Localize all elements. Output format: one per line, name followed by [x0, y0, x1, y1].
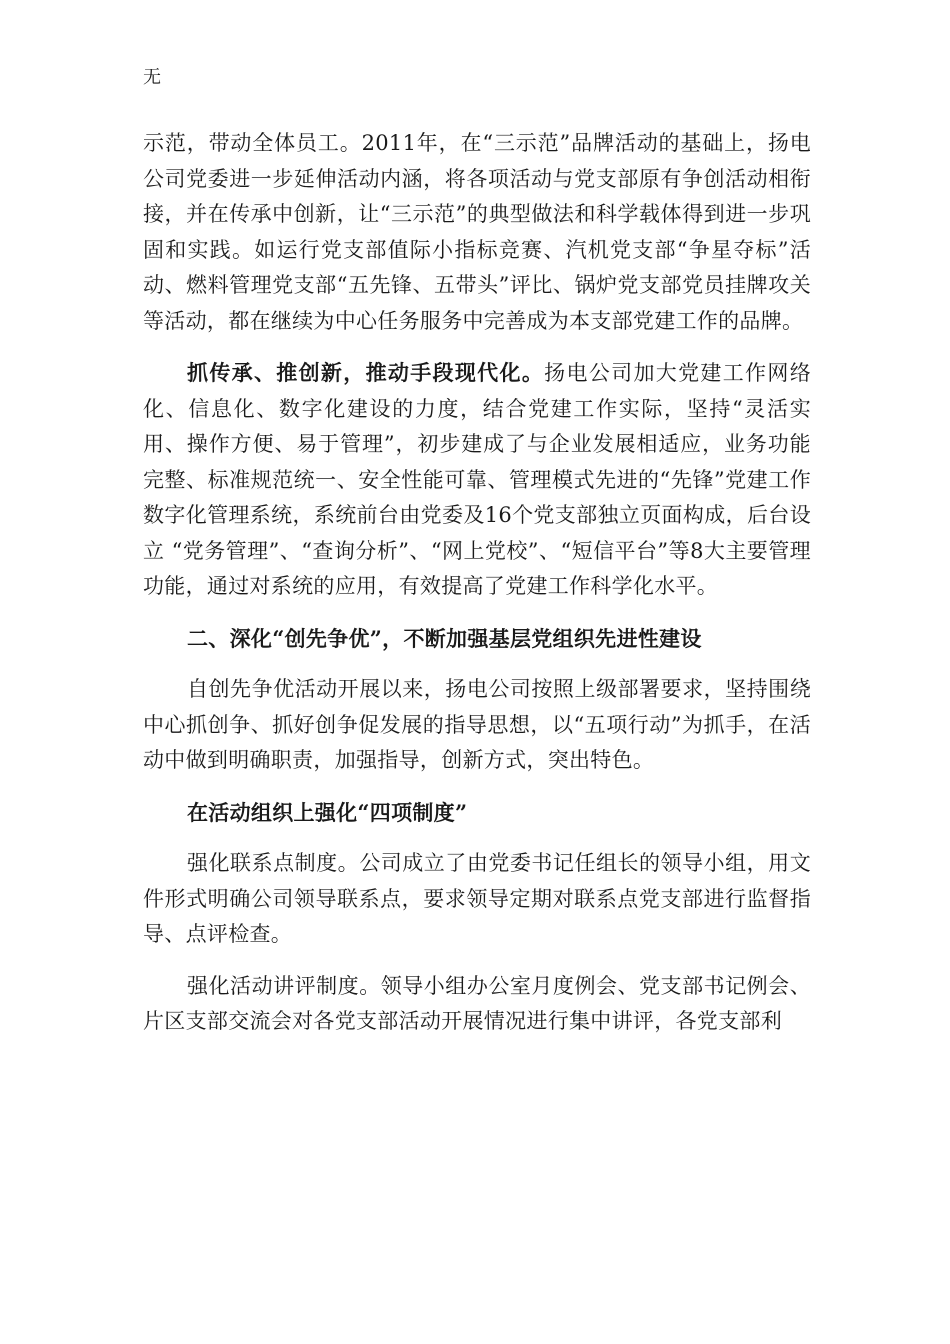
subheading-four-systems: 在活动组织上强化“四项制度”	[187, 799, 468, 825]
paragraph-5	[143, 969, 811, 1040]
paragraph-3	[143, 672, 811, 779]
paragraph-2	[143, 355, 811, 605]
paragraph-1	[143, 126, 811, 339]
paragraph-3-text: 自创先争优活动开展以来，扬电公司按照上级部署要求，坚持围绕中心抓创争、抓好创争促发展的指导思想，以“五项行动”为抓手，在活动中做到明确职责，加强指导，创新方式，突出特色。	[143, 677, 811, 772]
document-body	[143, 126, 811, 1056]
paragraph-4	[143, 846, 811, 953]
paragraph-5-text: 强化活动讲评制度。领导小组办公室月度例会、党支部书记例会、片区支部交流会对各党支部活动开展情况进行集中讲评，各党支部利	[143, 973, 811, 1033]
paragraph-2-text: 扬电公司加大党建工作网络化、信息化、数字化建设的力度，结合党建工作实际，坚持“灵活实用、操作方便、易于管理”，初步建成了与企业发展相适应，业务功能完整、标准规范统一、安全性能可靠、管理模式先进的“先锋”党建工作数字化管理系统，系统前台由党委及16个党支部独立页面构成，后台设立 “党务管理”、“查询分析”、“网上党校”、“短信平台”等8大主要管理功能，通过对系统的应用，有效提高了党建工作科学化水平。	[143, 361, 811, 598]
paragraph-1-text: 示范，带动全体员工。2011年，在“三示范”品牌活动的基础上，扬电公司党委进一步延伸活动内涵，将各项活动与党支部原有争创活动相衔接，并在传承中创新，让“三示范”的典型做法和科学载体得到进一步巩固和实践。如运行党支部值际小指标竞赛、汽机党支部“争星夺标”活动、燃料管理党支部“五先锋、五带头”评比、锅炉党支部党员挂牌攻关等活动，都在继续为中心任务服务中完善成为本支部党建工作的品牌。	[143, 131, 811, 333]
paragraph-2-lead: 抓传承、推创新，推动手段现代化。	[187, 360, 545, 385]
page-header-label: 无	[143, 67, 161, 88]
paragraph-4-text: 强化联系点制度。公司成立了由党委书记任组长的领导小组，用文件形式明确公司领导联系点，要求领导定期对联系点党支部进行监督指导、点评检查。	[143, 851, 811, 946]
section-heading-2: 二、深化“创先争优”，不断加强基层党组织先进性建设	[187, 625, 702, 651]
